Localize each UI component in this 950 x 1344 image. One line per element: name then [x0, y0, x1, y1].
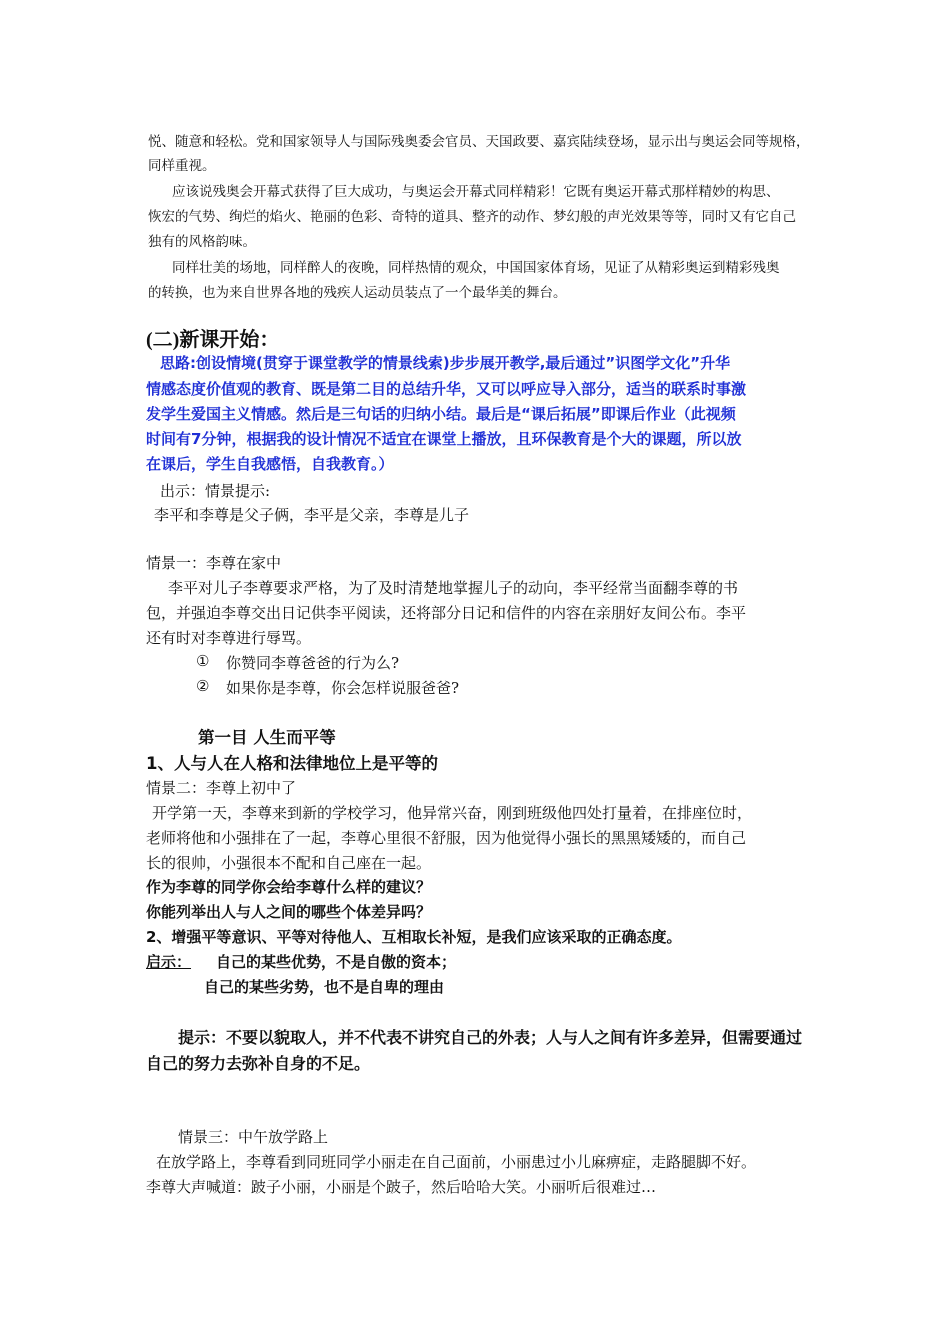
intro-p2-line3: 独有的风格韵味。 — [148, 234, 256, 250]
scene3-title: 情景三：中午放学路上 — [178, 1128, 329, 1146]
unit1-title: 第一目 人生而平等 — [198, 728, 336, 747]
scene1-line2: 包，并强迫李尊交出日记供李平阅读，还将部分日记和信件的内容在亲朋好友间公布。李平 — [146, 604, 747, 622]
scene1-title: 情景一：李尊在家中 — [146, 554, 282, 572]
intro-p3-line1: 同样壮美的场地，同样醉人的夜晚，同样热情的观众，中国国家体育场，见证了从精彩奥运到精彩残奥 — [172, 260, 780, 276]
point1-heading: 1、人与人在人格和法律地位上是平等的 — [146, 754, 438, 773]
scene3-line1: 在放学路上，李尊看到同班同学小丽走在自己面前，小丽患过小儿麻痹症，走路腿脚不好。 — [156, 1153, 757, 1171]
question1-text: 你赞同李尊爸爸的行为么? — [226, 654, 400, 672]
tip-line1: 提示：不要以貌取人，并不代表不讲究自己的外表；人与人之间有许多差异，但需要通过 — [178, 1028, 803, 1047]
intro-p1-line2: 同样重视。 — [148, 158, 216, 174]
section-heading: (二)新课开始： — [146, 329, 280, 351]
scene2-line2: 老师将他和小强排在了一起，李尊心里很不舒服，因为他觉得小强长的黑黑矮矮的，而自己 — [146, 829, 747, 847]
scene2-line3: 长的很帅，小强很本不配和自己座在一起。 — [146, 854, 432, 872]
question2-number: ② — [196, 677, 210, 695]
insight-line2: 自己的某些劣势，也不是自卑的理由 — [204, 978, 445, 996]
scene1-line3: 还有时对李尊进行辱骂。 — [146, 629, 312, 647]
scene2-line1: 开学第一天，李尊来到新的学校学习，他异常兴奋，刚到班级他四处打量着，在排座位时， — [152, 804, 753, 822]
insight-label: 启示： — [146, 953, 192, 971]
idea-line2: 情感态度价值观的教育、既是第二目的总结升华，又可以呼应导入部分，适当的联系时事激 — [146, 380, 747, 398]
intro-p1-line1: 悦、随意和轻松。党和国家领导人与国际残奥委会官员、天国政要、嘉宾陆续登场，显示出与奥运会同等规格， — [148, 134, 810, 150]
question1-number: ① — [196, 652, 210, 670]
point2-heading: 2、增强平等意识、平等对待他人、互相取长补短，是我们应该采取的正确态度。 — [146, 928, 682, 946]
ask2: 你能列举出人与人之间的哪些个体差异吗？ — [146, 903, 432, 921]
idea-line3: 发学生爱国主义情感。然后是三句话的归纳小结。最后是“课后拓展”即课后作业（此视频 — [146, 405, 736, 423]
idea-line1: 思路:创设情境(贯穿于课堂教学的情景线索)步步展开教学,最后通过”识图学文化”升华 — [160, 354, 731, 372]
scene2-title: 情景二：李尊上初中了 — [146, 779, 297, 797]
insight-line1: 自己的某些优势，不是自傲的资本； — [216, 953, 457, 971]
tip-line2: 自己的努力去弥补自身的不足。 — [146, 1054, 371, 1073]
question2-text: 如果你是李尊，你会怎样说服爸爸? — [226, 679, 460, 697]
intro-p2-line2: 恢宏的气势、绚烂的焰火、艳丽的色彩、奇特的道具、整齐的动作、梦幻般的声光效果等等，同时又有它自己 — [148, 209, 796, 225]
idea-line5: 在课后，学生自我感悟，自我教育。） — [146, 455, 394, 473]
ask1: 作为李尊的同学你会给李尊什么样的建议？ — [146, 878, 432, 896]
scene1-line1: 李平对儿子李尊要求严格，为了及时清楚地掌握儿子的动向，李平经常当面翻李尊的书 — [168, 579, 739, 597]
scene3-line2: 李尊大声喊道：跛子小丽，小丽是个跛子，然后哈哈大笑。小丽听后很难过… — [146, 1178, 657, 1196]
relation-text: 李平和李尊是父子俩，李平是父亲，李尊是儿子 — [154, 506, 470, 524]
idea-line4: 时间有7分钟，根据我的设计情况不适宜在课堂上播放，且环保教育是个大的课题，所以放 — [146, 430, 742, 448]
intro-p2-line1: 应该说残奥会开幕式获得了巨大成功，与奥运会开幕式同样精彩！它既有奥运开幕式那样精妙的构思、 — [172, 184, 780, 200]
show-label: 出示：情景提示: — [160, 482, 271, 500]
intro-p3-line2: 的转换，也为来自世界各地的残疾人运动员装点了一个最华美的舞台。 — [148, 285, 567, 301]
